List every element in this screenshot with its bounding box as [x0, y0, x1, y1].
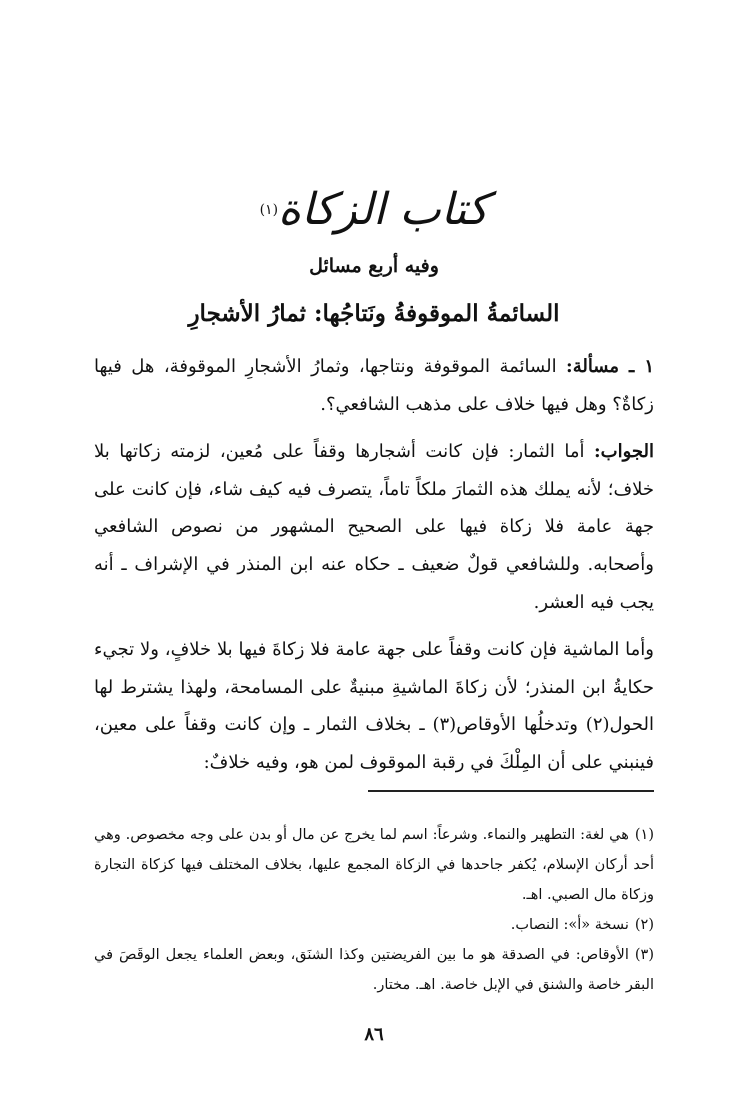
- answer-paragraph: [94, 433, 654, 621]
- footnote-3: [94, 940, 654, 1000]
- page-number: ٨٦: [364, 1024, 384, 1045]
- answer-label: الجواب:: [594, 441, 654, 463]
- footnote-2: [94, 910, 654, 940]
- footnote-3-text: الأوقاص: في الصدقة هو ما بين الفريضتين وكذا الشنَق، وبعض العلماء يجعل الوقَصَ في البقر خاصة والشنق في الإبل خاصة. اهـ. مختار.: [94, 947, 654, 993]
- chapter-subtitle: وفيه أربع مسائل: [309, 255, 439, 277]
- main-text: [94, 348, 654, 782]
- footnote-1: [94, 820, 654, 910]
- chapter-title: [0, 180, 748, 240]
- chapter-note-ref: (١): [259, 202, 279, 218]
- footnote-2-number: (٢): [634, 917, 654, 933]
- footnote-2-text: نسخة «أ»: النصاب.: [510, 917, 629, 933]
- chapter-title-text: كتاب الزكاة: [278, 184, 489, 235]
- footnote-1-text: هي لغة: التطهير والنماء. وشرعاً: اسم لما يخرج عن مال أو بدن على وجه مخصوص. وهي أحد أركان الإسلام، يُكفر جاحدها في الزكاة المجمع عليها، بخلاف المختلف فيها كزكاة التجارة وزكاة مال الصبي. اهـ.: [94, 827, 654, 903]
- footnote-3-number: (٣): [634, 947, 654, 963]
- question-label: ١ ـ مسألة:: [566, 356, 654, 377]
- footnote-1-number: (١): [634, 827, 654, 843]
- footnote-divider: [368, 790, 654, 792]
- footnotes: [94, 820, 654, 1000]
- answer-text: أما الثمار: فإن كانت أشجارها وقفاً على مُعين، لزمته زكاتها بلا خلاف؛ لأنه يملك هذه الثمارَ ملكاً تاماً، يتصرف فيه كيف شاء، فإن كانت على جهة عامة فلا زكاة فيها على الصحيح المشهور من نصوص الشافعي وأصحابه. وللشافعي قولٌ ضعيف ـ حكاه عنه ابن المنذر في الإشراف ـ أنه يجب فيه العشر.: [94, 441, 654, 613]
- question-text: السائمة الموقوفة ونتاجها، وثمارُ الأشجارِ الموقوفة، هل فيها زكاةٌ؟ وهل فيها خلاف على مذهب الشافعي؟.: [94, 356, 654, 415]
- question-paragraph: [94, 348, 654, 423]
- livestock-paragraph: وأما الماشية فإن كانت وقفاً على جهة عامة فلا زكاةَ فيها بلا خلافٍ، ولا تجيء حكايةُ ابن المنذر؛ لأن زكاةَ الماشيةِ مبنيةٌ على المسامحة، ولهذا يشترط لها الحول(٢) وتدخلُها الأوقاص(٣) ـ بخلاف الثمار ـ وإن كانت وقفاً على معين، فينبني على أن المِلْكَ في رقبة الموقوف لمن هو، وفيه خلافٌ:: [94, 639, 654, 773]
- section-heading: السائمةُ الموقوفةُ ونَتاجُها: ثمارُ الأشجارِ: [188, 300, 560, 327]
